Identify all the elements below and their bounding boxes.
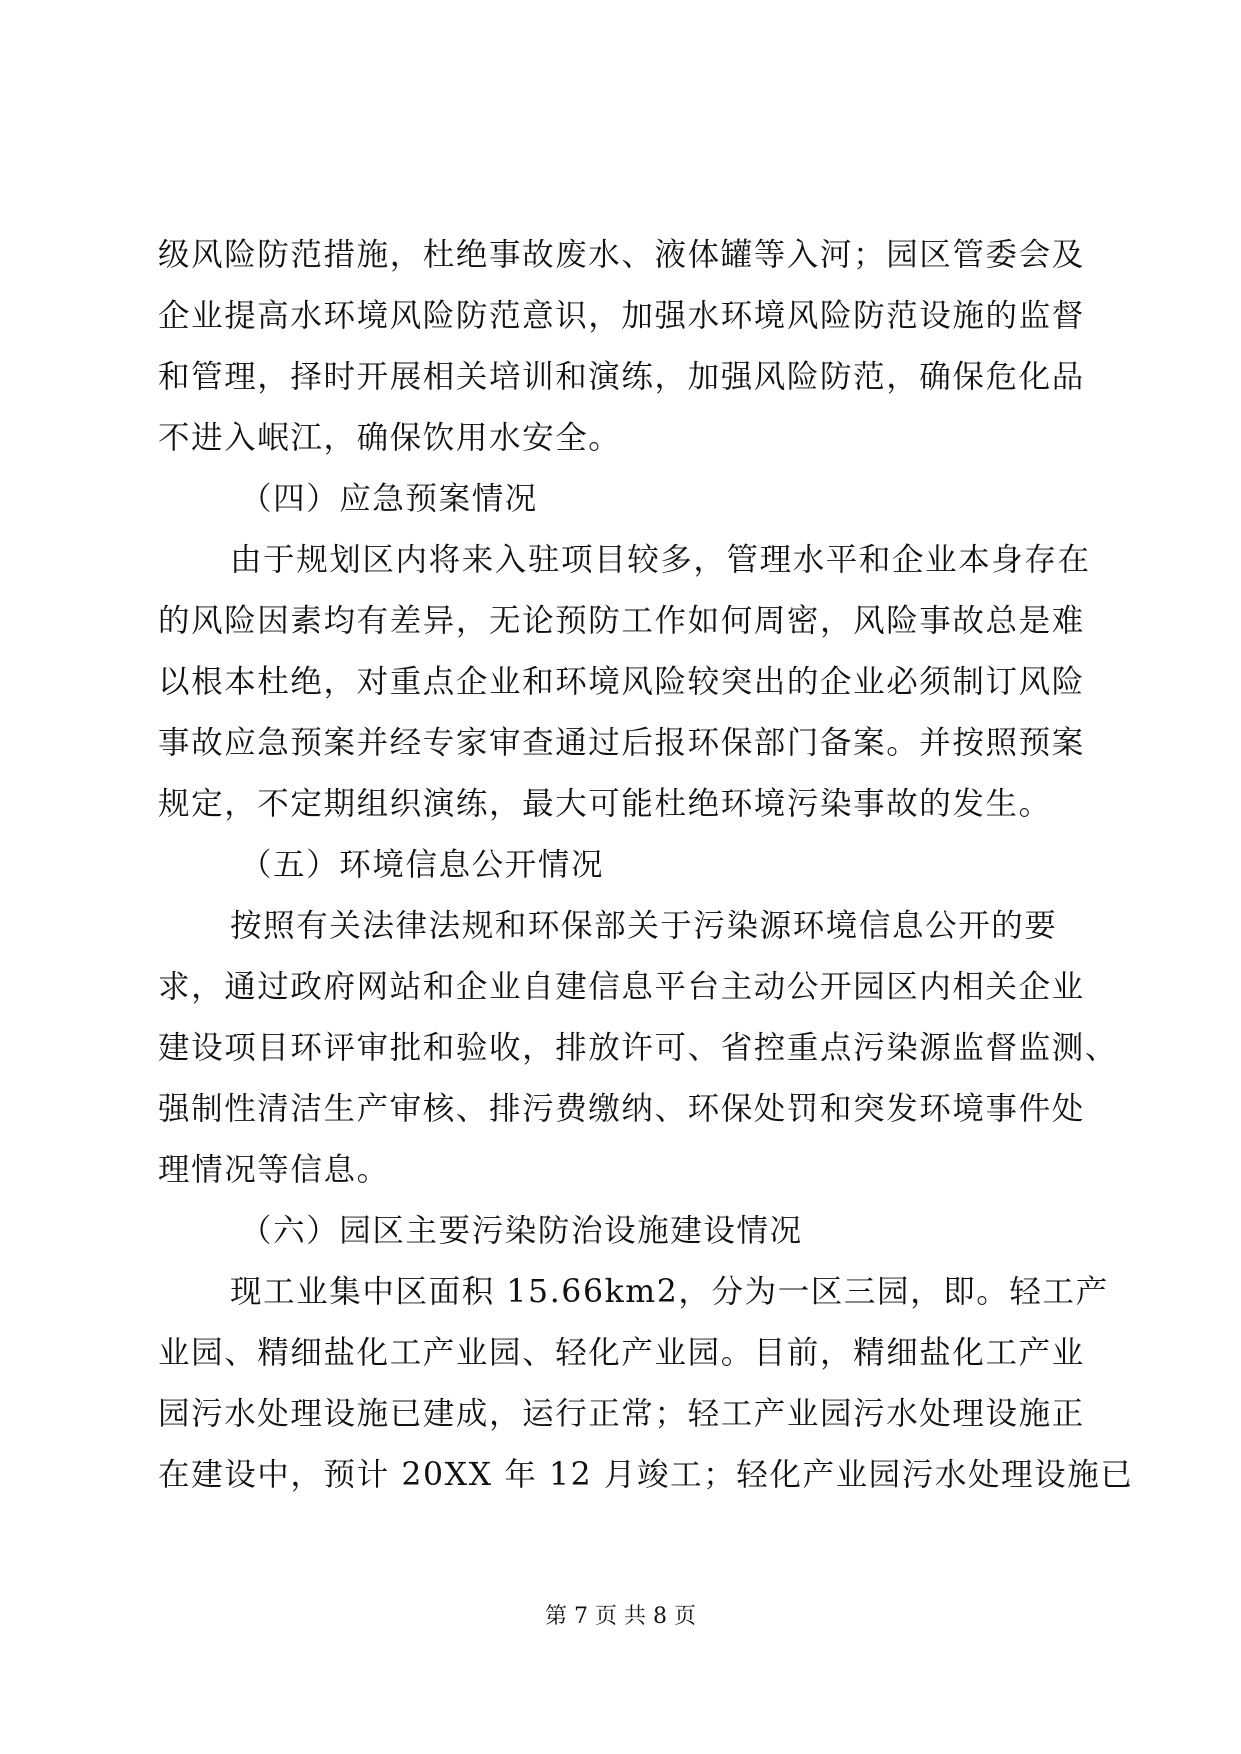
section-heading: （六）园区主要污染防治设施建设情况 [240, 1213, 803, 1249]
paragraph-line: 不进入岷江，确保饮用水安全。 [158, 420, 622, 456]
section-heading: （四）应急预案情况 [240, 481, 538, 517]
document-body [158, 225, 1134, 1506]
paragraph-line: 的风险因素均有差异，无论预防工作如何周密，风险事故总是难 [158, 603, 1085, 639]
body-paragraph [158, 530, 1091, 835]
paragraph-line: 在建设中，预计 20XX 年 12 月竣工；轻化产业园污水处理设施已 [158, 1457, 1134, 1493]
body-paragraph [158, 896, 1118, 1201]
paragraph-line: 强制性清洁生产审核、排污费缴纳、环保处罚和突发环境事件处 [158, 1091, 1085, 1127]
paragraph-line: 理情况等信息。 [158, 1152, 390, 1188]
page-footer: 第 7 页 共 8 页 [545, 1604, 696, 1629]
body-paragraph [158, 225, 1085, 469]
paragraph-line: 由于规划区内将来入驻项目较多，管理水平和企业本身存在 [230, 542, 1091, 578]
body-paragraph [158, 1262, 1134, 1506]
paragraph-line: 级风险防范措施，杜绝事故废水、液体罐等入河；园区管委会及 [158, 237, 1085, 273]
paragraph-line: 事故应急预案并经专家审查通过后报环保部门备案。并按照预案 [158, 725, 1085, 761]
paragraph-line: 求，通过政府网站和企业自建信息平台主动公开园区内相关企业 [158, 969, 1085, 1005]
paragraph-line: 和管理，择时开展相关培训和演练，加强风险防范，确保危化品 [158, 359, 1085, 395]
paragraph-line: 园污水处理设施已建成，运行正常；轻工产业园污水处理设施正 [158, 1396, 1085, 1432]
paragraph-line: 规定，不定期组织演练，最大可能杜绝环境污染事故的发生。 [158, 786, 1052, 822]
section-heading: （五）环境信息公开情况 [240, 847, 605, 883]
paragraph-line: 现工业集中区面积 15.66km2，分为一区三园，即。轻工产 [230, 1274, 1109, 1310]
paragraph-line: 建设项目环评审批和验收，排放许可、省控重点污染源监督监测、 [158, 1030, 1118, 1066]
paragraph-line: 业园、精细盐化工产业园、轻化产业园。目前，精细盐化工产业 [158, 1335, 1085, 1371]
paragraph-line: 企业提高水环境风险防范意识，加强水环境风险防范设施的监督 [158, 298, 1085, 334]
paragraph-line: 以根本杜绝，对重点企业和环境风险较突出的企业必须制订风险 [158, 664, 1085, 700]
paragraph-line: 按照有关法律法规和环保部关于污染源环境信息公开的要 [230, 908, 1058, 944]
